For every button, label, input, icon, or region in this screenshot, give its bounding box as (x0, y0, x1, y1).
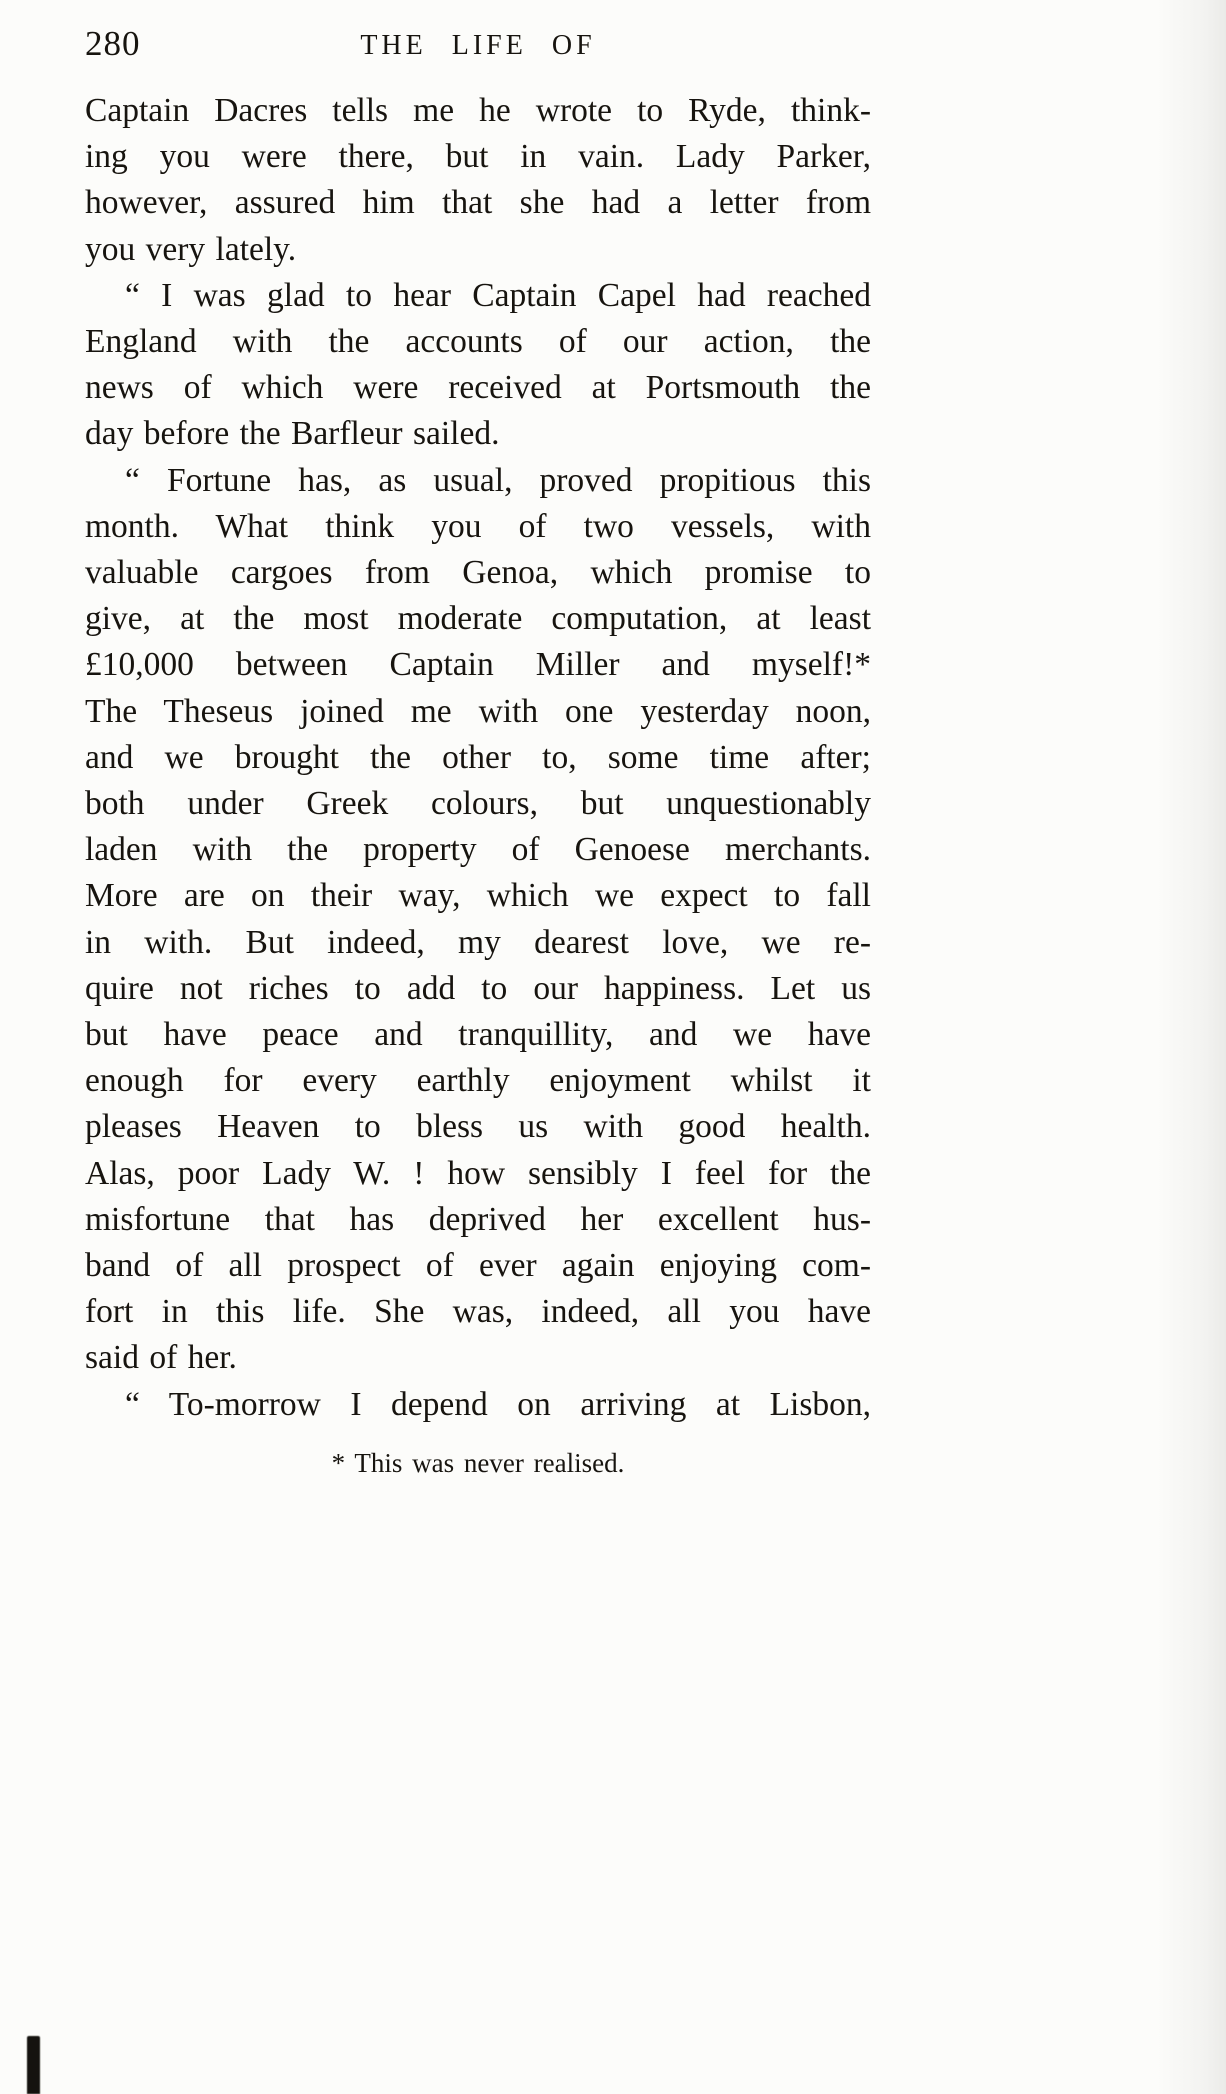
page-number: 280 (85, 24, 141, 63)
text-line: enough for every earthly enjoyment whilst it (85, 1062, 871, 1100)
text-line: however, assured him that she had a letter from (85, 184, 871, 222)
running-header: THE LIFE OF (360, 30, 596, 61)
text-line: “ I was glad to hear Captain Capel had reached (125, 276, 871, 314)
body-text (85, 88, 871, 1428)
text-line: More are on their way, which we expect to fall (85, 877, 871, 915)
text-line: you very lately. (85, 230, 297, 268)
text-line: give, at the most moderate computation, at least (85, 600, 871, 638)
text-line: “ To-morrow I depend on arriving at Lisbon, (125, 1385, 871, 1423)
page-edge-shading (1156, 0, 1226, 2094)
footnote: * This was never realised. (331, 1448, 625, 1478)
text-line: month. What think you of two vessels, with (85, 507, 871, 545)
text-line: and we brought the other to, some time after; (85, 738, 871, 776)
text-line: both under Greek colours, but unquestionably (85, 785, 871, 823)
text-line: said of her. (85, 1339, 237, 1377)
text-line: Alas, poor Lady W. ! how sensibly I feel for the (85, 1154, 871, 1192)
text-line: ing you were there, but in vain. Lady Parker, (85, 138, 871, 176)
text-line: Captain Dacres tells me he wrote to Ryde, think- (85, 92, 871, 129)
text-line: laden with the property of Genoese merchants. (85, 831, 871, 869)
text-line: misfortune that has deprived her excellent hus- (85, 1200, 871, 1238)
text-line: but have peace and tranquillity, and we have (85, 1016, 871, 1054)
scan-artifact-bottom-left (27, 2036, 40, 2094)
text-line: in with. But indeed, my dearest love, we re- (85, 923, 871, 961)
text-line: The Theseus joined me with one yesterday noon, (85, 692, 871, 730)
text-line: day before the Barfleur sailed. (85, 415, 500, 453)
text-line: valuable cargoes from Genoa, which promise to (85, 554, 871, 592)
text-line: news of which were received at Portsmouth the (85, 369, 871, 407)
page-header (85, 24, 871, 68)
text-line: England with the accounts of our action, the (85, 323, 871, 361)
text-line: pleases Heaven to bless us with good health. (85, 1108, 871, 1146)
text-line: band of all prospect of ever again enjoying com- (85, 1247, 871, 1285)
text-line: fort in this life. She was, indeed, all you have (85, 1293, 871, 1331)
text-line: quire not riches to add to our happiness. Let us (85, 969, 871, 1007)
text-line: £10,000 between Captain Miller and myself!* (85, 646, 871, 684)
text-line: “ Fortune has, as usual, proved propitious this (125, 461, 871, 499)
